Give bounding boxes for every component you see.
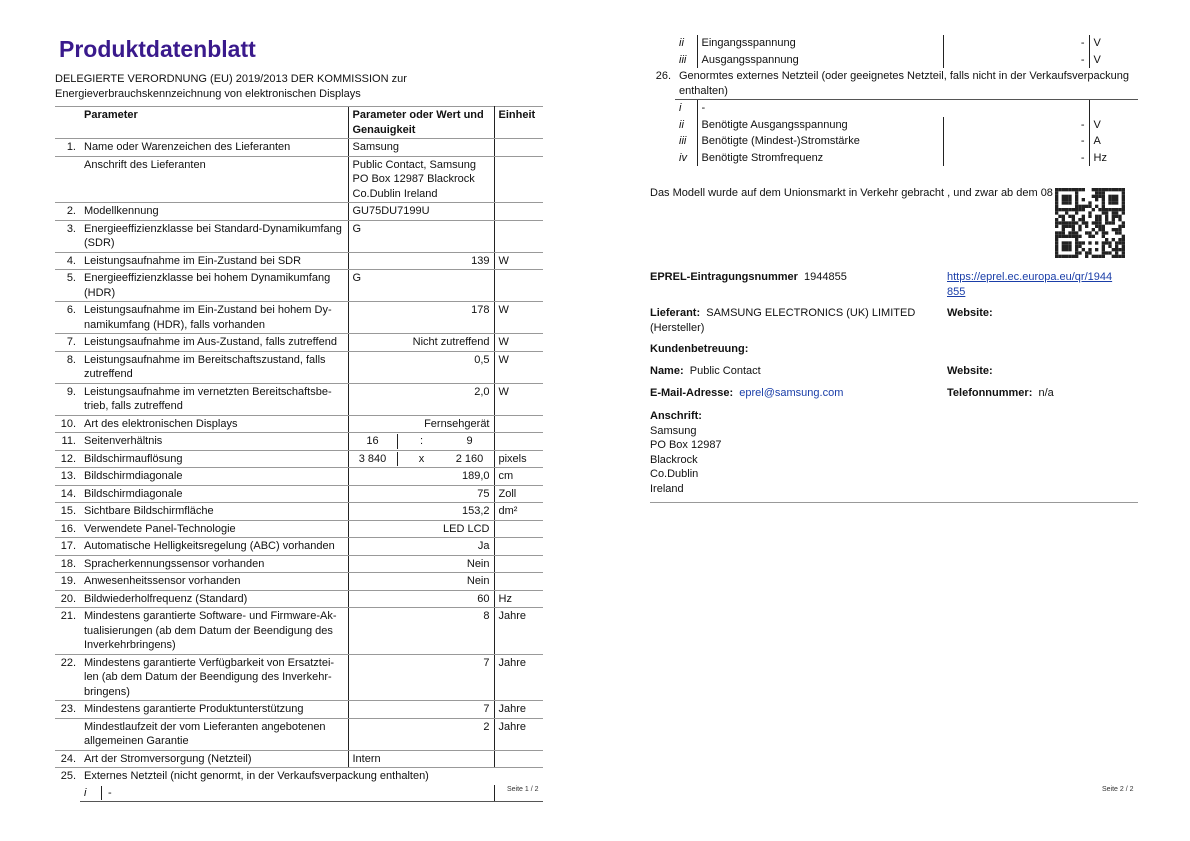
col-unit: Einheit <box>494 107 543 139</box>
table-row <box>55 718 543 750</box>
col-num <box>55 107 80 139</box>
sub-unit: V <box>1093 118 1101 131</box>
sub-row <box>650 100 1138 117</box>
value-part: 9 <box>466 435 473 447</box>
row-parameter: Leistungsaufnahme im Aus-Zustand, falls zutreffend <box>80 334 348 352</box>
table-row <box>55 334 543 352</box>
row-value: Fernsehgerät <box>348 415 494 433</box>
row-number <box>55 156 80 203</box>
table-row <box>55 383 543 415</box>
row-value: 2,0 <box>348 383 494 415</box>
row-unit <box>494 538 543 556</box>
spacer <box>650 150 675 167</box>
col-value: Parameter oder Wert und Genauigkeit <box>348 107 494 139</box>
row-unit: Jahre <box>494 701 543 719</box>
sub-value: - <box>943 133 1089 150</box>
row-unit <box>494 750 543 768</box>
row-parameter: Anwesenheitssensor vorhanden <box>80 573 348 591</box>
row-number: 4. <box>55 252 80 270</box>
table-row <box>55 485 543 503</box>
supplier-info <box>650 270 1138 503</box>
row-number: 5. <box>55 270 80 302</box>
email-label: E-Mail-Adresse: <box>650 387 734 399</box>
row-value: Ja <box>348 538 494 556</box>
table-row <box>55 555 543 573</box>
row-number: 23. <box>55 701 80 719</box>
sub-parameter: - <box>108 786 112 799</box>
row-unit: Jahre <box>494 654 543 701</box>
sub-row <box>650 150 1138 167</box>
row-value: 189,0 <box>348 468 494 486</box>
col-parameter: Parameter <box>80 107 348 139</box>
sub-value: - <box>943 117 1089 134</box>
row-value: 2 <box>348 718 494 750</box>
row-number: 16. <box>55 520 80 538</box>
split-value <box>349 451 494 468</box>
sub-parameter: Ausgangsspannung <box>701 53 799 66</box>
row-unit: W <box>494 351 543 383</box>
row-value: Samsung <box>348 139 494 157</box>
row-value: 153,2 <box>348 503 494 521</box>
product-data-table <box>55 106 543 802</box>
row-parameter: Anschrift des Lieferanten <box>80 156 348 203</box>
row-value: GU75DU7199U <box>348 203 494 221</box>
row-number: 2. <box>55 203 80 221</box>
row-parameter: Bildwiederholfrequenz (Standard) <box>80 590 348 608</box>
sub-index: i <box>675 100 697 117</box>
row-unit: dm² <box>494 503 543 521</box>
table-row <box>55 450 543 468</box>
sub-value <box>943 100 1089 117</box>
website-label-2: Website: <box>947 365 993 377</box>
row-unit: Jahre <box>494 718 543 750</box>
name-label: Name: <box>650 365 684 377</box>
row-parameter: Bildschirmauflösung <box>80 450 348 468</box>
row-parameter: Modellkennung <box>80 203 348 221</box>
sub-unit <box>1089 100 1138 117</box>
spacer <box>55 785 80 802</box>
table-row <box>55 538 543 556</box>
page-number: Seite 1 / 2 <box>507 786 539 793</box>
table-row <box>55 302 543 334</box>
table-row <box>55 203 543 221</box>
address-line: Samsung <box>650 424 697 437</box>
row-value: 60 <box>348 590 494 608</box>
sub-index: ii <box>675 35 697 52</box>
email-link[interactable]: eprel@samsung.com <box>739 387 844 399</box>
row-parameter: Leistungsaufnahme im Ein-Zustand bei SDR <box>80 252 348 270</box>
row-value: LED LCD <box>348 520 494 538</box>
address-label: Anschrift: <box>650 410 702 422</box>
sub-index: i <box>80 786 102 801</box>
row-unit: pixels <box>494 450 543 468</box>
table-row <box>55 590 543 608</box>
website-label: Website: <box>947 307 993 319</box>
address-line: Blackrock <box>650 453 698 466</box>
spacer <box>650 133 675 150</box>
row-unit: cm <box>494 468 543 486</box>
table-row <box>55 433 543 451</box>
value-part: 3 840 <box>358 452 387 465</box>
row-number: 17. <box>55 538 80 556</box>
sub-index: iii <box>675 133 697 150</box>
sub-row <box>650 117 1138 134</box>
sub-parameter: Benötigte Ausgangsspannung <box>701 118 848 131</box>
supplier-label: Lieferant: <box>650 307 701 319</box>
qr-code-icon <box>1055 188 1125 258</box>
row-parameter: Seitenverhältnis <box>80 433 348 451</box>
row-unit: Hz <box>494 590 543 608</box>
row-unit <box>494 203 543 221</box>
table-row <box>55 252 543 270</box>
row-parameter: Leistungsaufnahme im Bereitschaftszustand, falls zutreffend <box>80 351 348 383</box>
phone-label: Telefonnummer: <box>947 387 1033 399</box>
table-row <box>55 701 543 719</box>
sub-row-content <box>80 785 494 802</box>
table-row <box>55 351 543 383</box>
split-value <box>349 433 494 450</box>
table-row <box>55 654 543 701</box>
row-parameter: Externes Netzteil (nicht genormt, in der Verkaufsverpackung enthalten) <box>84 770 429 782</box>
value-part: 16 <box>366 435 379 447</box>
row-parameter: Bildschirmdiagonale <box>80 468 348 486</box>
spacer <box>650 52 675 69</box>
row-value: G <box>348 270 494 302</box>
row-unit <box>494 520 543 538</box>
row-parameter: Leistungsaufnahme im Ein-Zustand bei hohem Dy-namikumfang (HDR), falls vorhanden <box>80 302 348 334</box>
row-unit: Jahre <box>494 608 543 655</box>
sub-parameter: Benötigte (Mindest-)Stromstärke <box>701 135 860 147</box>
table-row <box>55 156 543 203</box>
row-parameter: Art des elektronischen Displays <box>80 415 348 433</box>
sub-unit: V <box>1093 53 1101 66</box>
page-number: Seite 2 / 2 <box>1102 786 1134 793</box>
row-value: 75 <box>348 485 494 503</box>
sub-row <box>650 133 1138 150</box>
row-unit: Zoll <box>494 485 543 503</box>
row-unit <box>494 139 543 157</box>
row-value: 8 <box>348 608 494 655</box>
sub-value: - <box>943 150 1089 167</box>
address-line: Co.Dublin <box>650 468 699 480</box>
address-line: PO Box 12987 <box>650 439 722 451</box>
row-unit: W <box>494 383 543 415</box>
row-parameter: Mindestens garantierte Produktunterstützung <box>80 701 348 719</box>
supplier-value: SAMSUNG ELECTRONICS (UK) LIMITED (Hersteller) <box>650 307 916 334</box>
row-number: 26. <box>655 70 671 82</box>
row-parameter: Mindestens garantierte Software- und Firmware-Ak-tualisierungen (ab dem Datum der Beendigung des Inverkehrbringens) <box>80 608 348 655</box>
row-value: 7 <box>348 654 494 701</box>
table-row <box>55 608 543 655</box>
row-number: 22. <box>55 654 80 701</box>
row-parameter: Bildschirmdiagonale <box>80 485 348 503</box>
row-unit <box>494 156 543 203</box>
sub-value: - <box>943 35 1089 52</box>
row-value: Nein <box>348 555 494 573</box>
sub-row <box>650 35 1138 52</box>
row-number: 6. <box>55 302 80 334</box>
subtitle-line: Energieverbrauchskennzeichnung von elektronischen Displays <box>55 87 361 100</box>
address-line: Ireland <box>650 482 684 495</box>
row-number: 12. <box>55 450 80 468</box>
table-row <box>55 468 543 486</box>
row-number: 21. <box>55 608 80 655</box>
row-parameter: Spracherkennungssensor vorhanden <box>80 555 348 573</box>
row-unit <box>494 270 543 302</box>
row-value: 178 <box>348 302 494 334</box>
row-parameter: Name oder Warenzeichen des Lieferanten <box>80 139 348 157</box>
row-unit: W <box>494 302 543 334</box>
row-number: 13. <box>55 468 80 486</box>
row-unit <box>494 220 543 252</box>
row-value: Public Contact, Samsung PO Box 12987 Blackrock Co.Dublin Ireland <box>348 156 494 203</box>
table-row <box>55 220 543 252</box>
table-row <box>55 750 543 768</box>
sub-parameter: Eingangsspannung <box>701 37 796 49</box>
row-parameter: Mindestens garantierte Verfügbarkeit von Ersatztei-len (ab dem Datum der Beendigung des Inverkehr-bringens) <box>80 654 348 701</box>
row-25-continued <box>650 35 1138 166</box>
row-unit <box>494 415 543 433</box>
row-number: 14. <box>55 485 80 503</box>
row-number: 10. <box>55 415 80 433</box>
page-title: Produktdatenblatt <box>59 36 256 62</box>
row-value: G <box>348 220 494 252</box>
spacer <box>650 35 675 52</box>
table-row <box>55 415 543 433</box>
row-number <box>55 718 80 750</box>
row-number: 7. <box>55 334 80 352</box>
sub-unit: Hz <box>1093 151 1107 164</box>
row-value <box>348 450 494 468</box>
row-number: 20. <box>55 590 80 608</box>
row-number: 15. <box>55 503 80 521</box>
sub-index: iv <box>675 150 697 167</box>
table-row-26 <box>650 68 1138 100</box>
value-part: : <box>397 434 446 449</box>
name-value: Public Contact <box>689 365 761 377</box>
row-parameter: Mindestlaufzeit der vom Lieferanten angebotenen allgemeinen Garantie <box>80 718 348 750</box>
sub-index: ii <box>675 117 697 134</box>
table-row <box>55 270 543 302</box>
row-parameter: Verwendete Panel-Technologie <box>80 520 348 538</box>
row-value: 0,5 <box>348 351 494 383</box>
row-parameter: Leistungsaufnahme im vernetzten Bereitschaftsbe-trieb, falls zutreffend <box>80 383 348 415</box>
row-parameter: Energieeffizienzklasse bei hohem Dynamikumfang (HDR) <box>80 270 348 302</box>
value-part: 2 160 <box>455 452 484 465</box>
table-row <box>55 503 543 521</box>
row-number: 11. <box>55 433 80 451</box>
customer-service-label: Kundenbetreuung: <box>650 343 749 355</box>
row-value <box>348 433 494 451</box>
sub-row-cell <box>80 785 494 802</box>
row-value: Nein <box>348 573 494 591</box>
spacer <box>650 100 675 117</box>
row-parameter: Automatische Helligkeitsregelung (ABC) vorhanden <box>80 538 348 556</box>
row-number: 25. <box>60 770 76 782</box>
row-number: 9. <box>55 383 80 415</box>
sub-parameter: Benötigte Stromfrequenz <box>701 151 824 164</box>
phone-value: n/a <box>1038 387 1054 399</box>
sub-row <box>650 52 1138 69</box>
row-number: 1. <box>55 139 80 157</box>
eprel-label: EPREL-Eintragungsnummer <box>650 271 798 283</box>
row-unit <box>494 555 543 573</box>
row-parameter: Art der Stromversorgung (Netzteil) <box>80 750 348 768</box>
sub-parameter: - <box>701 102 706 114</box>
row-number: 24. <box>55 750 80 768</box>
sub-index: iii <box>675 52 697 69</box>
spacer <box>650 117 675 134</box>
row-unit <box>494 433 543 451</box>
row-parameter: Sichtbare Bildschirmfläche <box>80 503 348 521</box>
row-parameter: Energieeffizienzklasse bei Standard-Dynamikumfang (SDR) <box>80 220 348 252</box>
row-number: 18. <box>55 555 80 573</box>
table-row <box>55 520 543 538</box>
sub-unit: A <box>1093 135 1101 147</box>
row-number: 19. <box>55 573 80 591</box>
row-unit: W <box>494 334 543 352</box>
subtitle-line: DELEGIERTE VERORDNUNG (EU) 2019/2013 DER KOMMISSION zur <box>55 73 407 85</box>
row-value: 7 <box>348 701 494 719</box>
eprel-number: 1944855 <box>804 271 847 283</box>
sub-row <box>55 785 543 802</box>
row-parameter: Genormtes externes Netzteil (oder geeignetes Netzteil, falls nicht in der Verkaufsverpackung enthalten) <box>675 68 1138 100</box>
sub-unit: V <box>1093 37 1101 49</box>
address-lines <box>650 424 1138 497</box>
row-value: 139 <box>348 252 494 270</box>
row-value: Nicht zutreffend <box>348 334 494 352</box>
row-unit: W <box>494 252 543 270</box>
sub-value: - <box>943 52 1089 69</box>
regulation-subtitle <box>55 72 535 101</box>
market-text: Das Modell wurde auf dem Unionsmarkt in Verkehr gebracht , und zwar ab dem 08 <box>650 187 1053 199</box>
table-row <box>55 139 543 157</box>
eprel-link[interactable]: https://eprel.ec.europa.eu/qr/1944855 <box>947 271 1113 298</box>
row-unit <box>494 573 543 591</box>
row-value: Intern <box>348 750 494 768</box>
table-row <box>55 573 543 591</box>
row-number: 8. <box>55 351 80 383</box>
value-part: x <box>397 452 446 467</box>
table-row-25 <box>55 768 543 785</box>
row-number: 3. <box>55 220 80 252</box>
